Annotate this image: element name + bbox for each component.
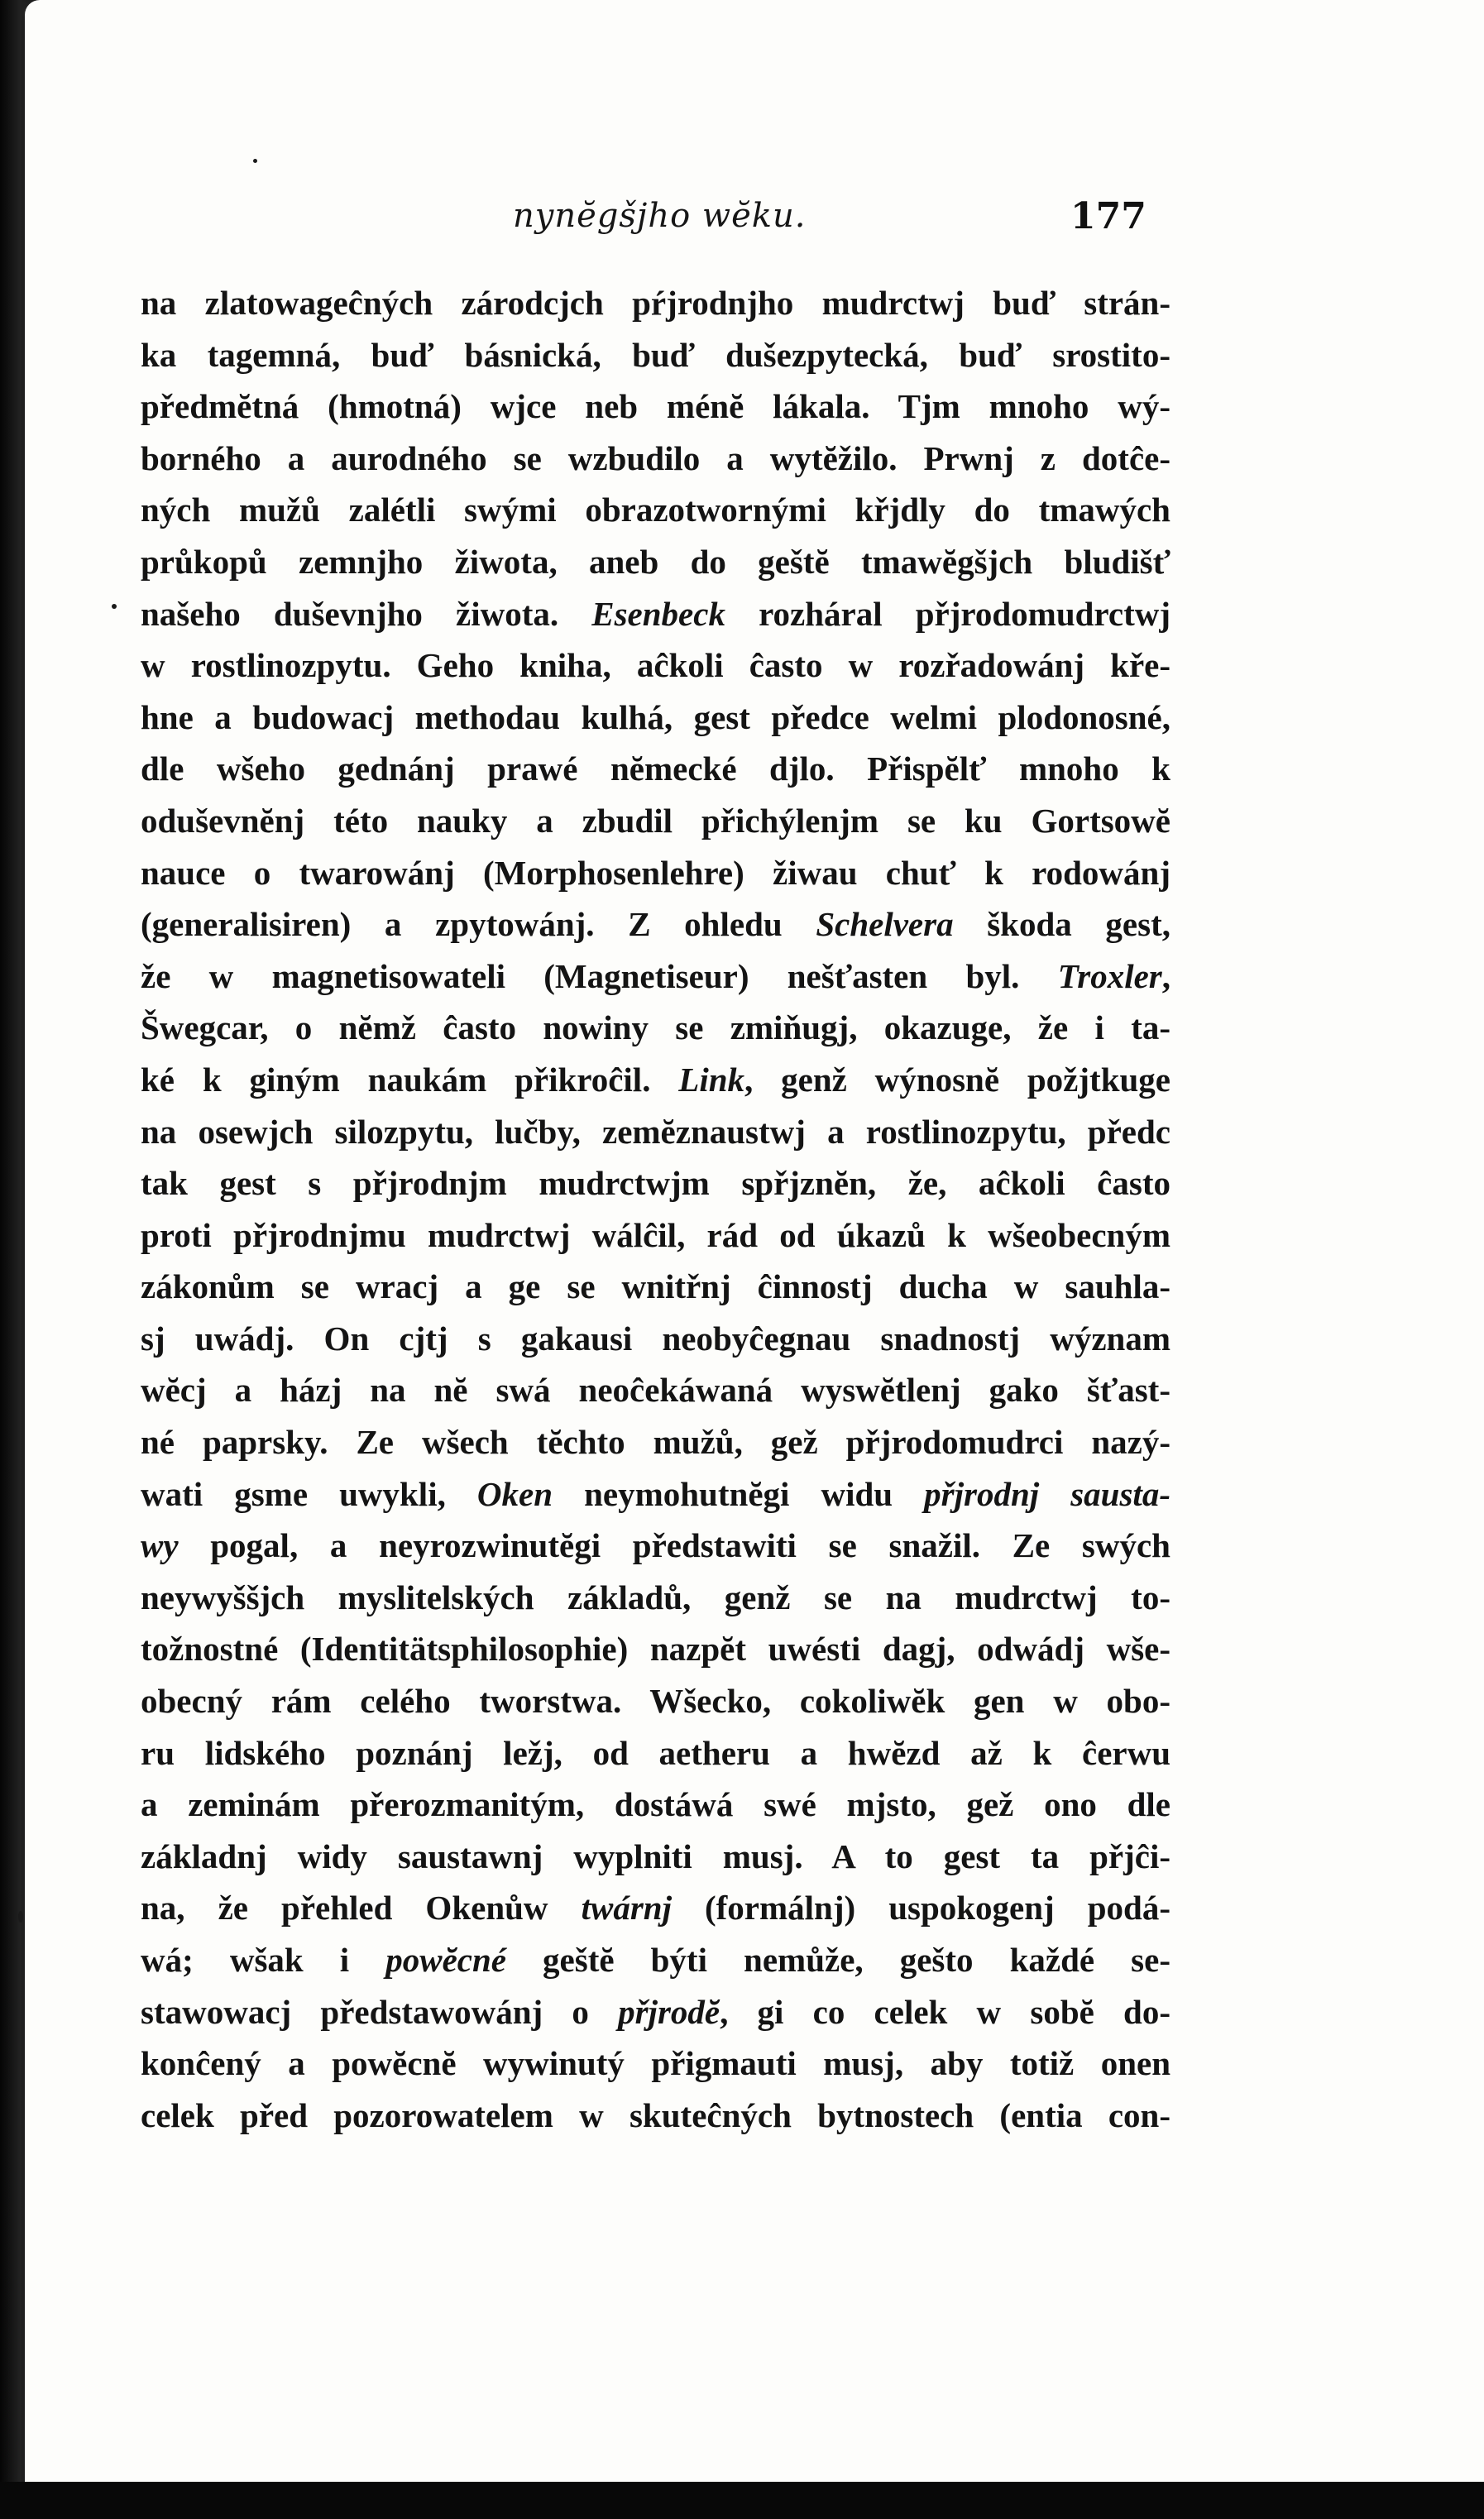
text-line: [141, 1416, 1170, 1468]
italic-name: wy: [141, 1526, 179, 1565]
italic-name: Schelvera: [816, 905, 954, 944]
text-run: proti přjrodnjmu mudrctwj wálĉil, rád od úkazů k wšeobecným: [141, 1215, 1170, 1254]
text-line: [141, 1623, 1170, 1675]
text-run: na zlatowageĉných zárodcjch pŕjrodnjho mudrctwj buď strán-: [141, 284, 1170, 322]
text-run: geštĕ býti nemůže, gešto každé se-: [505, 1941, 1170, 1979]
text-run: sj uwádj. On cjtj s gakausi neobyĉegnau snadnostj wýznam: [141, 1319, 1170, 1358]
text-run: škoda gest,: [953, 905, 1170, 944]
text-run: stawowacj předstawowánj o: [141, 1992, 619, 2031]
text-run: nauce o twarowánj (Morphosenlehre) žiwau chuť k rodowánj: [141, 853, 1170, 892]
text-run: ka tagemná, buď básnická, buď dušezpytecká, buď srostito-: [141, 335, 1170, 374]
text-run: ru lidského poznánj ležj, od aetheru a hwĕzd až k ĉerwu: [141, 1733, 1170, 1772]
text-run: pogal, a neyrozwinutĕgi předstawiti se snažil. Ze swých: [178, 1526, 1170, 1565]
text-line: [141, 795, 1170, 847]
text-line: [141, 692, 1170, 744]
italic-name: powĕcné: [385, 1941, 506, 1979]
italic-name: Troxler: [1057, 956, 1162, 995]
text-line: [141, 1106, 1170, 1158]
text-run: ké k giným naukám přikroĉil.: [141, 1060, 679, 1099]
text-run: , gi co celek w sobĕ do-: [720, 1992, 1170, 2031]
text-line: [141, 588, 1170, 640]
text-line: [141, 1727, 1170, 1779]
text-line: [141, 1934, 1170, 1986]
italic-name: přjrodĕ: [618, 1992, 720, 2031]
text-line: [141, 951, 1170, 1003]
text-run: celek před pozorowatelem w skuteĉných bytnostech (entia con-: [141, 2095, 1170, 2134]
text-run: hne a budowacj methodau kulhá, gest předce welmi plodonosné,: [141, 697, 1170, 736]
text-run: že w magnetisowateli (Magnetiseur) nešťasten byl.: [141, 956, 1058, 995]
italic-name: twárnj: [581, 1889, 672, 1928]
text-line: [141, 1831, 1170, 1883]
text-line: [141, 2090, 1170, 2142]
text-run: tak gest s přjrodnjm mudrctwjm spřjznĕn, že, aĉkoli ĉasto: [141, 1164, 1170, 1203]
italic-name: Esenbeck: [591, 594, 725, 633]
text-run: průkopů zemnjho žiwota, aneb do geštĕ tmawĕgšjch bludišť: [141, 542, 1170, 581]
text-line: [141, 1364, 1170, 1416]
text-run: , genž wýnosnĕ požjtkuge: [744, 1060, 1170, 1099]
page-number: 177: [1070, 195, 1147, 237]
text-line: [141, 1986, 1170, 2038]
text-line: [141, 1779, 1170, 1831]
text-line: [141, 1882, 1170, 1934]
text-line: [141, 1468, 1170, 1520]
text-line: [141, 743, 1170, 795]
italic-name: Link: [678, 1060, 745, 1099]
text-run: wá; wšak i: [141, 1941, 386, 1979]
text-line: [141, 1313, 1170, 1365]
text-run: w rostlinozpytu. Geho kniha, aĉkoli ĉasto w rozřadowánj křе-: [141, 646, 1170, 685]
text-run: oduševnĕnj této nauky a zbudil přichýlenjm se ku Gortsowĕ: [141, 801, 1170, 840]
text-run: wĕcj a házj na nĕ swá neoĉekáwaná wyswĕtlenj gako šťast-: [141, 1371, 1170, 1410]
text-run: zákonům se wracj a ge se wnitřnj ĉinnostj ducha w sauhla-: [141, 1267, 1170, 1306]
text-run: né paprsky. Ze wšech tĕchto mužů, gež přjrodomudrci nazý-: [141, 1423, 1170, 1462]
text-run: ,: [1161, 956, 1170, 995]
text-line: [141, 2038, 1170, 2090]
text-line: [141, 639, 1170, 692]
text-line: [141, 277, 1170, 329]
text-line: [141, 484, 1170, 536]
text-run: tožnostné (Identitätsphilosophie) nazpĕt uwésti dagj, odwádj wše-: [141, 1630, 1170, 1669]
text-run: na osewjch silozpytu, lučby, zemĕznaustwj a rostlinozpytu, předc: [141, 1112, 1170, 1151]
text-run: ných mužů zalétli swými obrazotwornými křjdly do tmawých: [141, 491, 1170, 529]
text-run: borného a aurodného se wzbudilo a wytĕžilo. Prwnj z dotĉe-: [141, 438, 1170, 477]
text-run: neywyššjch myslitelských základů, genž se na mudrctwj to-: [141, 1578, 1170, 1616]
scan-speck: [112, 604, 117, 609]
text-run: dle wšeho gednánj prawé nĕmecké djlo. Přispĕlť mnoho k: [141, 749, 1170, 788]
italic-name: Oken: [476, 1474, 553, 1513]
text-run: wati gsme uwykli,: [141, 1474, 477, 1513]
text-run: a zeminám přerozmanitým, dostáwá swé mjsto, gež ono dle: [141, 1785, 1170, 1824]
text-run: neymohutnĕgi widu: [553, 1474, 925, 1513]
text-line: [141, 536, 1170, 588]
text-run: konĉený a powĕcnĕ wywinutý přigmauti musj, aby totiž onen: [141, 2044, 1170, 2083]
text-run: na, že přehled Okenůw: [141, 1889, 582, 1928]
scan-speck: [253, 159, 257, 163]
text-line: [141, 1002, 1170, 1054]
text-line: [141, 1675, 1170, 1727]
text-run: Šwegcar, o nĕmž ĉasto nowiny se zmiňugj, okazuge, že i ta-: [141, 1008, 1170, 1047]
body-text: [141, 277, 1170, 2141]
text-run: (generalisiren) a zpytowánj. Z ohledu: [141, 905, 816, 944]
text-line: [141, 1209, 1170, 1262]
text-run: předmĕtná (hmotná) wjce neb ménĕ lákala. Tjm mnoho wý-: [141, 387, 1170, 426]
text-run: (formálnj) uspokogenj podá-: [671, 1889, 1170, 1928]
text-line: [141, 1054, 1170, 1106]
text-line: [141, 1261, 1170, 1313]
running-head: nynĕgšjho wĕku.: [513, 197, 807, 235]
scan-border-bottom: [0, 2482, 1484, 2519]
scan-speck: [18, 1911, 23, 1923]
text-run: rozháral přjrodomudrctwj: [725, 594, 1170, 633]
italic-name: přjrodnj sausta-: [924, 1474, 1170, 1513]
text-line: [141, 381, 1170, 433]
text-line: [141, 329, 1170, 381]
text-line: [141, 1157, 1170, 1209]
text-run: našeho duševnjho žiwota.: [141, 594, 592, 633]
text-run: obecný rám celého tworstwa. Wšecko, cokoliwĕk gen w obo-: [141, 1682, 1170, 1721]
text-line: [141, 433, 1170, 485]
text-line: [141, 1572, 1170, 1624]
text-line: [141, 898, 1170, 951]
text-run: základnj widy saustawnj wyplniti musj. A to gest ta přjĉi-: [141, 1837, 1170, 1875]
text-line: [141, 1520, 1170, 1572]
text-line: [141, 847, 1170, 899]
